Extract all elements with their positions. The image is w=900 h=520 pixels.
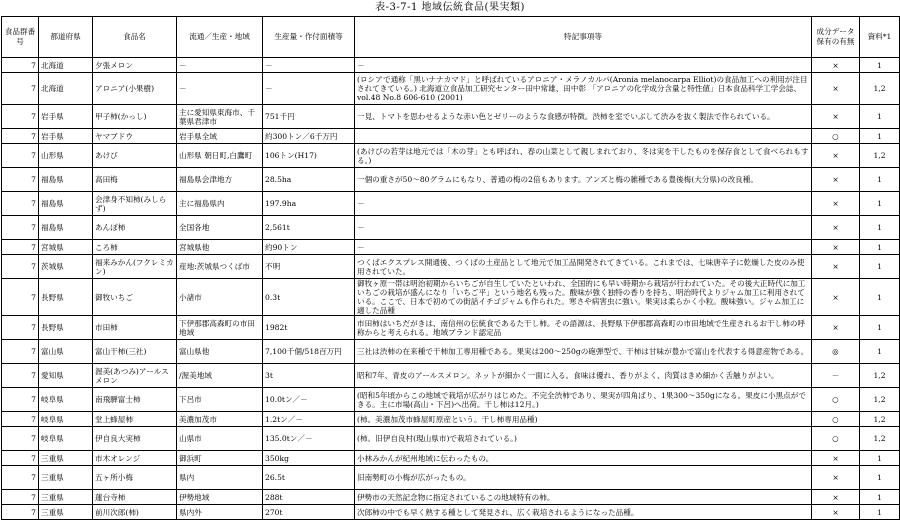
cell-distribution: － <box>177 58 263 73</box>
cell-distribution: 小諸市 <box>177 279 263 316</box>
cell-source: 1 <box>860 192 900 216</box>
cell-composition-data: × <box>812 73 860 105</box>
table-row <box>2 427 900 451</box>
cell-food-group: 7 <box>2 427 39 451</box>
col-header-food-group: 食品群番号 <box>2 17 39 58</box>
cell-distribution: 岩手県全域 <box>177 129 263 144</box>
cell-prefecture: 福島県 <box>39 192 93 216</box>
cell-notes: － <box>355 58 812 73</box>
cell-distribution: 宮城県他 <box>177 240 263 255</box>
cell-food-group: 7 <box>2 316 39 340</box>
cell-prefecture: 岩手県 <box>39 129 93 144</box>
table-row <box>2 466 900 490</box>
cell-notes: (昭和5年頃からこの地域で栽培が広がりはじめた。不完全渋柿であり、果実が四角ばり、1果300～350gになる。果皮に小黒点ができる。主に市場(高山・下呂)へ出荷。干し柿は12月。) <box>355 388 812 412</box>
cell-source: 1 <box>860 255 900 279</box>
cell-source: 1 <box>860 216 900 240</box>
cell-prefecture: 福島県 <box>39 168 93 192</box>
cell-composition-data: ○ <box>812 388 860 412</box>
cell-source: 1 <box>860 466 900 490</box>
cell-composition-data: × <box>812 505 860 520</box>
cell-source: 1 <box>860 168 900 192</box>
cell-distribution: 御浜町 <box>177 451 263 466</box>
cell-distribution: 全国各地 <box>177 216 263 240</box>
cell-composition-data: － <box>812 364 860 388</box>
cell-notes: 小林みかんが紀州地域に伝わったもの。 <box>355 451 812 466</box>
col-header-distribution: 流通／生産・地域 <box>177 17 263 58</box>
cell-notes: (柿。美濃加茂市蜂屋町原産という。干し柿専用品種) <box>355 412 812 427</box>
table-row <box>2 168 900 192</box>
table-row <box>2 364 900 388</box>
cell-composition-data: ○ <box>812 427 860 451</box>
cell-food-name: 高田梅 <box>93 168 177 192</box>
cell-food-group: 7 <box>2 168 39 192</box>
cell-source: 1 <box>860 490 900 505</box>
table-row <box>2 58 900 73</box>
table-row <box>2 129 900 144</box>
cell-source: 1 <box>860 340 900 364</box>
col-header-prefecture: 都道府県 <box>39 17 93 58</box>
cell-food-name: 伊自良大実柿 <box>93 427 177 451</box>
cell-prefecture: 宮城県 <box>39 240 93 255</box>
cell-production: － <box>263 73 355 105</box>
cell-distribution: 県内 <box>177 466 263 490</box>
cell-production: 270t <box>263 505 355 520</box>
cell-notes: － <box>355 192 812 216</box>
cell-notes: 一見、トマトを思わせるような赤い色とゼリーのような食感が特徴。渋柿を室でいぶして渋みを抜く製法で作られている。 <box>355 105 812 129</box>
cell-food-name: 渥美(あつみ)アールスメロン <box>93 364 177 388</box>
table-row <box>2 192 900 216</box>
cell-composition-data: × <box>812 255 860 279</box>
cell-production: 約90トン <box>263 240 355 255</box>
cell-notes: － <box>355 216 812 240</box>
cell-notes: － <box>355 240 812 255</box>
cell-food-group: 7 <box>2 490 39 505</box>
cell-food-name: 前川次郎(柿) <box>93 505 177 520</box>
table-row <box>2 216 900 240</box>
cell-distribution: /渥美地域 <box>177 364 263 388</box>
cell-food-name: 甲子柿(かっし) <box>93 105 177 129</box>
cell-prefecture: 三重県 <box>39 490 93 505</box>
cell-food-name: 市木オレンジ <box>93 451 177 466</box>
cell-notes: 一個の重さが50～80グラムにもなり、普通の梅の2倍もあります。アンズと梅の雑種である豊後梅(大分県)の改良種。 <box>355 168 812 192</box>
cell-food-name: 市田柿 <box>93 316 177 340</box>
cell-distribution: 福島県会津地方 <box>177 168 263 192</box>
cell-distribution: 主に愛知県東海市、千葉県君津市 <box>177 105 263 129</box>
cell-production: 350kg <box>263 451 355 466</box>
cell-composition-data: × <box>812 466 860 490</box>
cell-production: 106トン(H17) <box>263 144 355 168</box>
cell-prefecture: 愛知県 <box>39 364 93 388</box>
cell-food-name: あんぽ柿 <box>93 216 177 240</box>
cell-notes <box>355 129 812 144</box>
table-row <box>2 451 900 466</box>
cell-production: 10.0tン／－ <box>263 388 355 412</box>
cell-food-name: 富山干柿(三社) <box>93 340 177 364</box>
cell-source: 1,2 <box>860 427 900 451</box>
table-row <box>2 105 900 129</box>
cell-distribution: 県内外 <box>177 505 263 520</box>
table-row <box>2 505 900 520</box>
cell-source: 1 <box>860 105 900 129</box>
cell-composition-data: × <box>812 279 860 316</box>
table-row <box>2 73 900 105</box>
cell-composition-data: ○ <box>812 412 860 427</box>
cell-food-group: 7 <box>2 412 39 427</box>
cell-composition-data: × <box>812 192 860 216</box>
cell-notes: 伊勢市の天然記念物に指定されているこの地域特有の柿。 <box>355 490 812 505</box>
table-title: 表-3-7-1 地域伝統食品(果実類) <box>375 2 525 13</box>
table-row <box>2 255 900 279</box>
cell-source: 1 <box>860 58 900 73</box>
cell-food-name: アロニア(小果樹) <box>93 73 177 105</box>
header-row <box>2 17 900 58</box>
cell-food-name: 夕張メロン <box>93 58 177 73</box>
cell-production: 751千円 <box>263 105 355 129</box>
cell-composition-data: ○ <box>812 129 860 144</box>
cell-production: 1.2tン／－ <box>263 412 355 427</box>
cell-food-group: 7 <box>2 192 39 216</box>
cell-composition-data: × <box>812 216 860 240</box>
cell-distribution: 富山県他 <box>177 340 263 364</box>
table-row <box>2 240 900 255</box>
table-body <box>2 58 900 520</box>
cell-composition-data: × <box>812 316 860 340</box>
cell-food-group: 7 <box>2 73 39 105</box>
cell-production: 約300トン／6千万円 <box>263 129 355 144</box>
cell-food-group: 7 <box>2 240 39 255</box>
table-row <box>2 388 900 412</box>
cell-prefecture: 岐阜県 <box>39 427 93 451</box>
cell-notes: (あけびの若芽は地元では「木の芽」とも呼ばれ、春の山菜として親しまれており、冬は実を干したものを保存食として食べられもする。) <box>355 144 812 168</box>
cell-distribution: － <box>177 73 263 105</box>
cell-prefecture: 北海道 <box>39 73 93 105</box>
cell-food-name: ヤマブドウ <box>93 129 177 144</box>
cell-production: 7,100千個/518百万円 <box>263 340 355 364</box>
cell-food-group: 7 <box>2 105 39 129</box>
cell-composition-data: ◎ <box>812 340 860 364</box>
cell-production: 288t <box>263 490 355 505</box>
cell-composition-data: × <box>812 168 860 192</box>
cell-distribution: 下伊那郡高森町の市田地域 <box>177 316 263 340</box>
cell-prefecture: 三重県 <box>39 505 93 520</box>
col-header-food-name: 食品名 <box>93 17 177 58</box>
cell-prefecture: 三重県 <box>39 451 93 466</box>
cell-source: 1,2 <box>860 412 900 427</box>
cell-source: 1 <box>860 279 900 316</box>
cell-distribution: 主に福島県内 <box>177 192 263 216</box>
cell-food-name: 五ヶ所小梅 <box>93 466 177 490</box>
cell-prefecture: 山形県 <box>39 144 93 168</box>
table-row <box>2 144 900 168</box>
cell-distribution: 美濃加茂市 <box>177 412 263 427</box>
cell-notes: (柿。旧伊自良村(現山県市)で栽培されている。) <box>355 427 812 451</box>
cell-prefecture: 長野県 <box>39 279 93 316</box>
cell-food-group: 7 <box>2 144 39 168</box>
col-header-composition-data: 成分データ保有の有無 <box>812 17 860 58</box>
cell-prefecture: 三重県 <box>39 466 93 490</box>
cell-food-group: 7 <box>2 129 39 144</box>
cell-composition-data: × <box>812 451 860 466</box>
cell-distribution: 山県市 <box>177 427 263 451</box>
cell-food-group: 7 <box>2 58 39 73</box>
col-header-notes: 特記事項等 <box>355 17 812 58</box>
cell-food-name: 御牧いちご <box>93 279 177 316</box>
cell-notes: 昭和7年、青皮のアールスメロン。ネットが細かく一面に入る。食味は優れ、香りがよく、肉質はきめ細かく舌触りがよい。 <box>355 364 812 388</box>
cell-production: 0.3t <box>263 279 355 316</box>
cell-production: － <box>263 58 355 73</box>
cell-distribution: 下呂市 <box>177 388 263 412</box>
cell-prefecture: 長野県 <box>39 316 93 340</box>
cell-prefecture: 茨城県 <box>39 255 93 279</box>
table-row <box>2 279 900 316</box>
cell-composition-data: × <box>812 240 860 255</box>
cell-source: 1 <box>860 240 900 255</box>
cell-distribution: 産地:茨城県つくば市 <box>177 255 263 279</box>
cell-prefecture: 岩手県 <box>39 105 93 129</box>
cell-production: 135.0tン／－ <box>263 427 355 451</box>
table-row <box>2 412 900 427</box>
col-header-production: 生産量・作付面積等 <box>263 17 355 58</box>
cell-source: 1,2 <box>860 364 900 388</box>
cell-food-group: 7 <box>2 451 39 466</box>
cell-source: 1,2 <box>860 144 900 168</box>
cell-prefecture: 福島県 <box>39 216 93 240</box>
cell-production: 1982t <box>263 316 355 340</box>
cell-food-name: 会津身不知柿(みしらず) <box>93 192 177 216</box>
cell-production: 2,561t <box>263 216 355 240</box>
cell-source: 1 <box>860 129 900 144</box>
cell-notes: 市田柿はいちだがきは、南信州の伝統食であるた干し柿。その語源は、長野県下伊那郡高森町の市田地域で生産されるお干し柿の呼称からと考えられる。地域ブランド認定品 <box>355 316 812 340</box>
cell-food-group: 7 <box>2 216 39 240</box>
cell-source: 1 <box>860 505 900 520</box>
cell-notes: つくばエクスプレス開通後、つくばの土産品として地元で加工品開発されてきている。これまでは、七味唐辛子に乾燥した皮のみ使用されていた。 <box>355 255 812 279</box>
traditional-foods-table <box>1 16 900 520</box>
cell-food-name: 福来みかん(フクレミカン) <box>93 255 177 279</box>
table-row <box>2 316 900 340</box>
cell-production: 3t <box>263 364 355 388</box>
cell-notes: (ロシアで通称「黒いナナカマド」と呼ばれているアロニア・メラノカルパ(Aronia melanocarpa Elliot)の食品加工への利用が注目されてきている。) 北海道立食品加工研究センター田中常雄、田中彰 「アロニアの化学成分含量と特性値」日本食品科学工学会誌、vol.48 No.8 606-610 (2001) <box>355 73 812 105</box>
cell-food-name: 南飛騨富士柿 <box>93 388 177 412</box>
cell-production: 197.9ha <box>263 192 355 216</box>
cell-prefecture: 富山県 <box>39 340 93 364</box>
cell-food-group: 7 <box>2 255 39 279</box>
cell-notes: 三社は渋柿の在来種で干柿加工専用種である。果実は200～250gの砲弾型で、干柿は甘味が豊かで富山を代表する得意産物である。 <box>355 340 812 364</box>
cell-source: 1,2 <box>860 73 900 105</box>
cell-production: 28.5ha <box>263 168 355 192</box>
cell-production: 26.5t <box>263 466 355 490</box>
cell-food-group: 7 <box>2 466 39 490</box>
cell-food-name: 蓮台寺柿 <box>93 490 177 505</box>
table-row <box>2 340 900 364</box>
cell-food-group: 7 <box>2 388 39 412</box>
cell-distribution: 山形県 朝日町,白鷹町 <box>177 144 263 168</box>
cell-prefecture: 岐阜県 <box>39 412 93 427</box>
cell-food-group: 7 <box>2 340 39 364</box>
cell-composition-data: × <box>812 490 860 505</box>
cell-food-name: ころ柿 <box>93 240 177 255</box>
cell-distribution: 伊勢地域 <box>177 490 263 505</box>
cell-source: 1,2 <box>860 388 900 412</box>
cell-notes: 次郎柿の中でも早く熟する種として発見され、広く栽培されるようになった品種。 <box>355 505 812 520</box>
cell-food-name: 堂上蜂屋柿 <box>93 412 177 427</box>
cell-prefecture: 岐阜県 <box>39 388 93 412</box>
cell-food-name: あけび <box>93 144 177 168</box>
col-header-source: 資料*1 <box>860 17 900 58</box>
cell-source: 1 <box>860 316 900 340</box>
cell-composition-data: × <box>812 105 860 129</box>
cell-composition-data: × <box>812 144 860 168</box>
cell-food-group: 7 <box>2 505 39 520</box>
cell-prefecture: 北海道 <box>39 58 93 73</box>
cell-source: 1 <box>860 451 900 466</box>
cell-production: 不明 <box>263 255 355 279</box>
cell-notes: 旧南勢町の小梅が広がったもの。 <box>355 466 812 490</box>
cell-food-group: 7 <box>2 279 39 316</box>
cell-food-group: 7 <box>2 364 39 388</box>
cell-notes: 御牧ヶ原一帯は明治初期からいちごが自生していたといわれ、全国的にも早い時期から栽培が行われていた。その後大正時代に加工いちごの栽培が盛んになり「いちご平」という地名も残った。酸味が強く独特の香りを持ち、明治時代よりジャム加工に利用されている。ここで、日本で初めての街話イチゴジャムも作られた。寒さや病害虫に強い。果実は柔らかく小粒。酸味強い。ジャム加工に適した品種 <box>355 279 812 316</box>
cell-composition-data: × <box>812 58 860 73</box>
